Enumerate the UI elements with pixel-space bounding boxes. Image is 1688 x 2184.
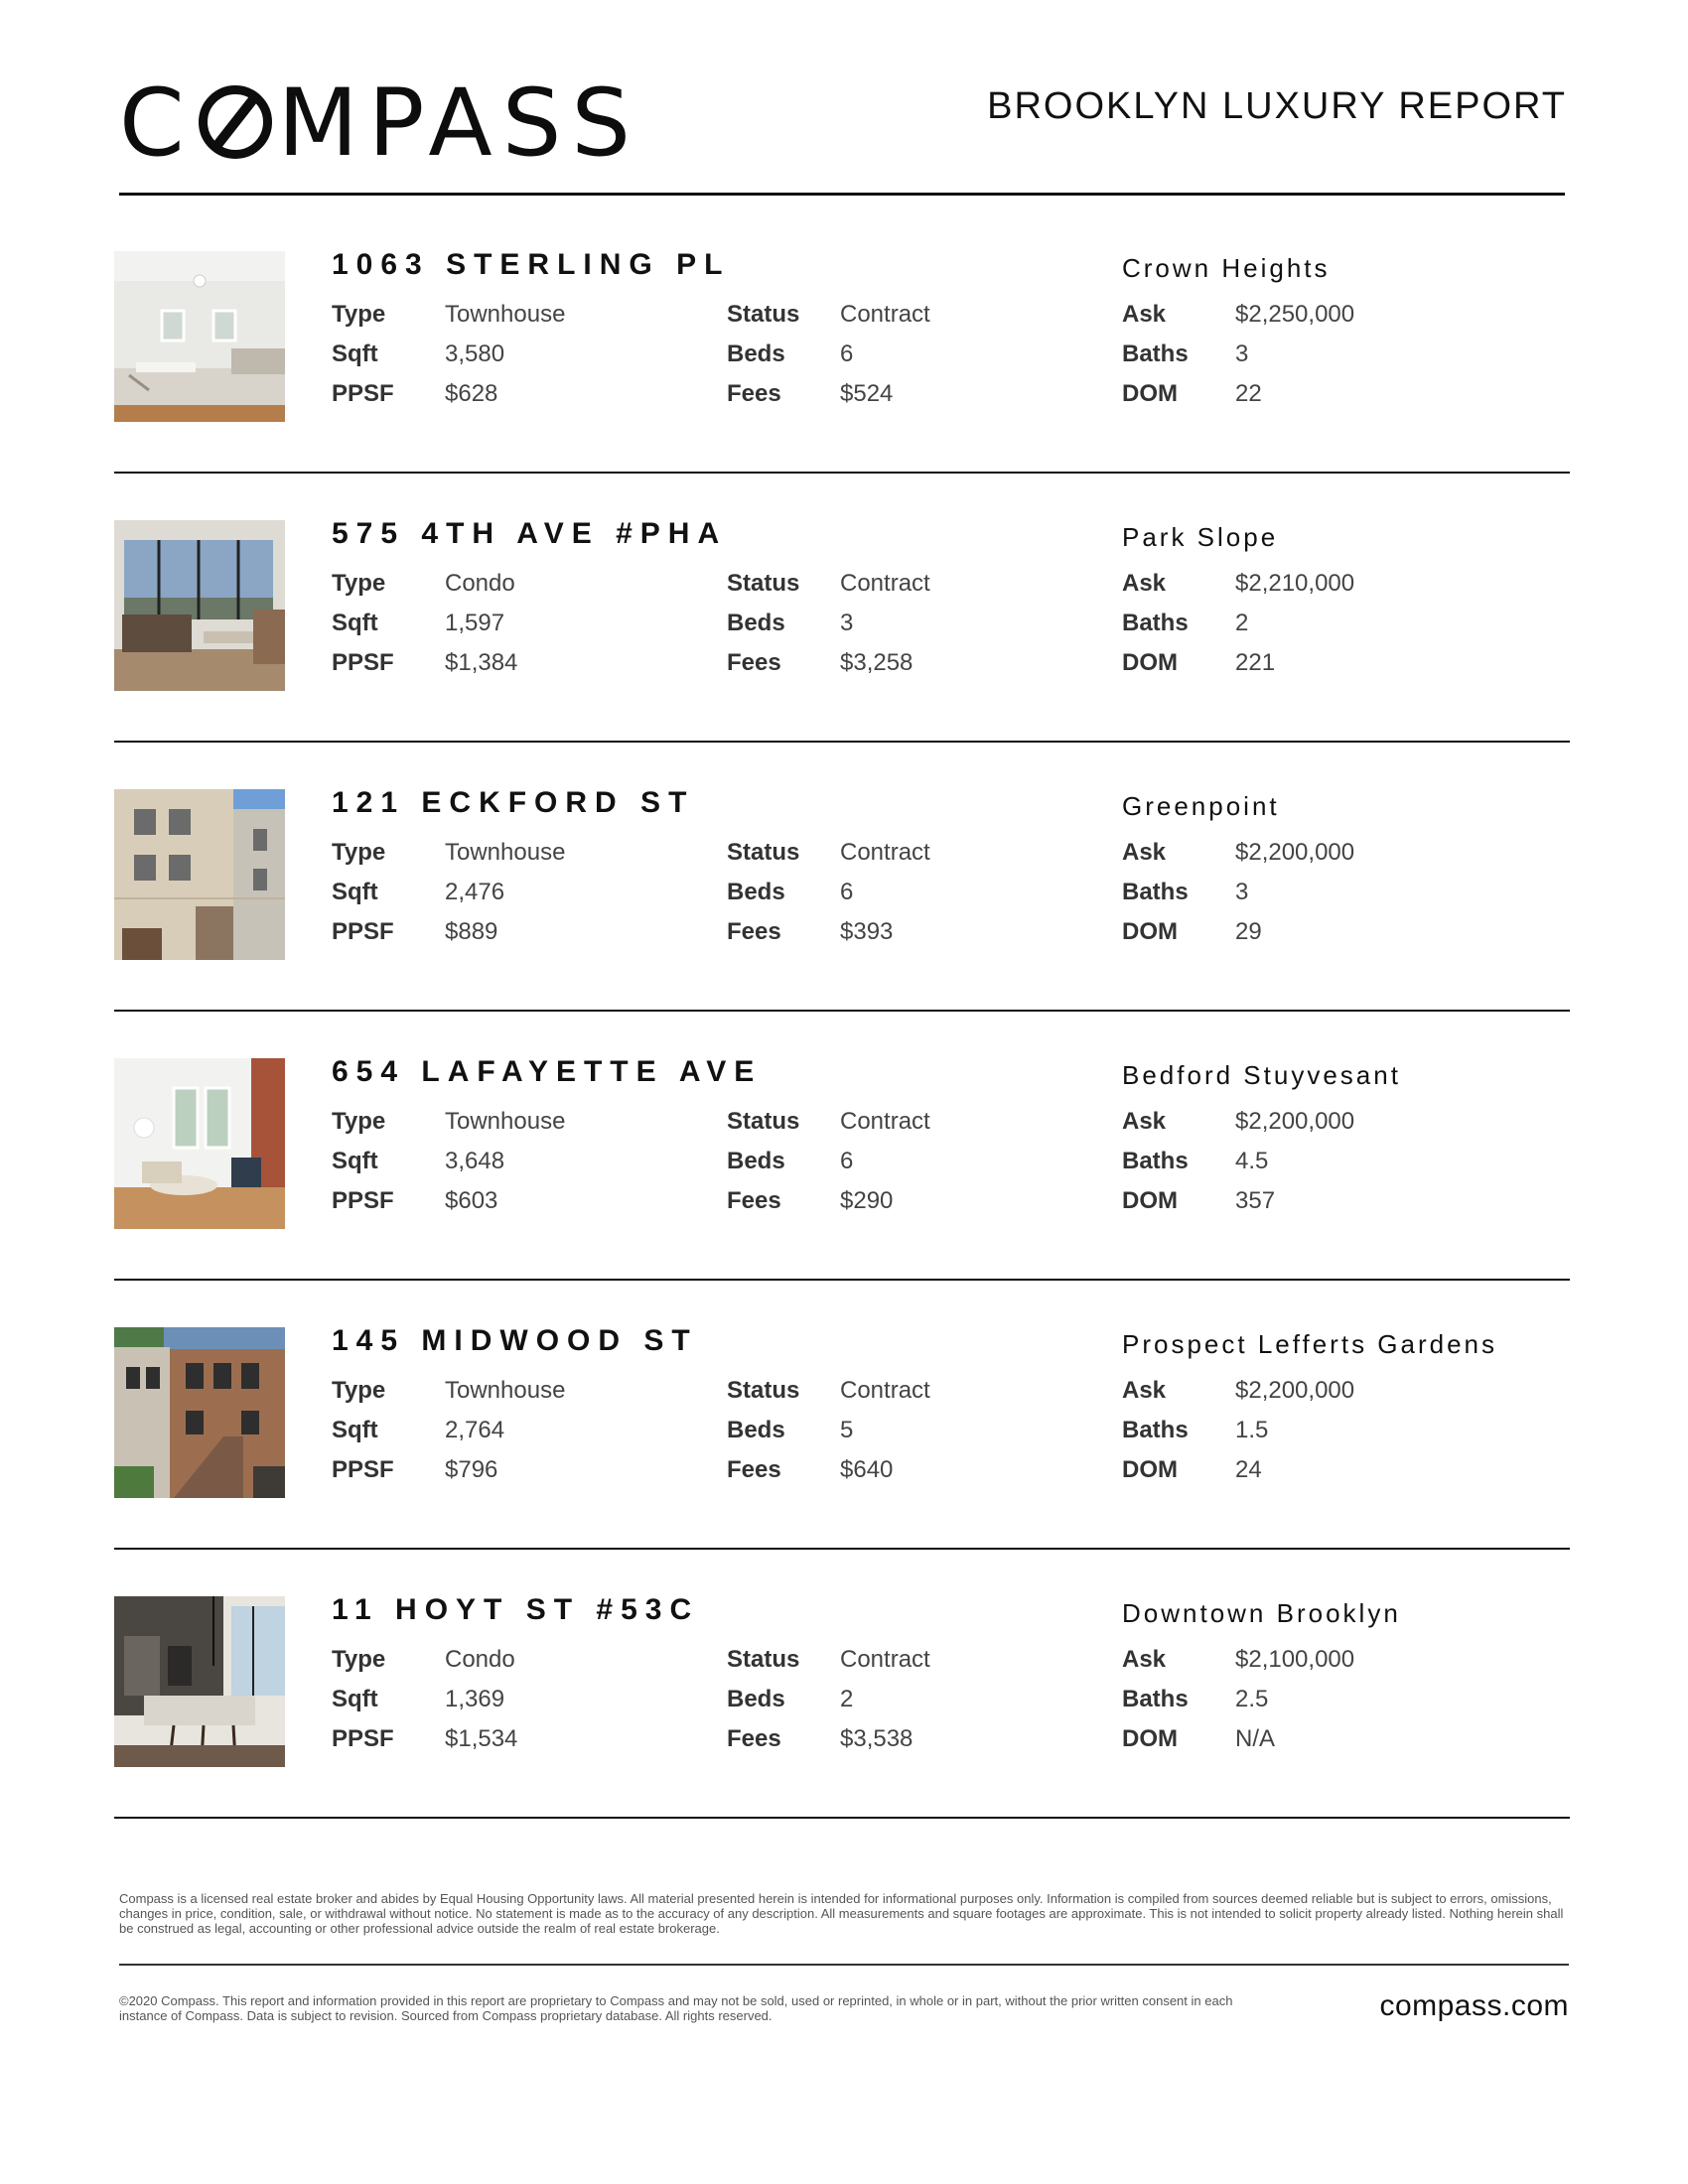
label-dom: DOM bbox=[1122, 1725, 1178, 1752]
listing-photo[interactable] bbox=[114, 520, 285, 691]
value-dom: 24 bbox=[1235, 1456, 1262, 1483]
listing-row[interactable] bbox=[114, 786, 1574, 1057]
label-status: Status bbox=[727, 839, 800, 866]
label-baths: Baths bbox=[1122, 341, 1189, 367]
label-sqft: Sqft bbox=[332, 1148, 378, 1174]
value-sqft: 3,580 bbox=[445, 341, 505, 367]
value-dom: 29 bbox=[1235, 918, 1262, 945]
value-fees: $393 bbox=[840, 918, 894, 945]
listing-row[interactable] bbox=[114, 248, 1574, 519]
label-type: Type bbox=[332, 301, 386, 328]
listing-row[interactable] bbox=[114, 517, 1574, 788]
value-beds: 6 bbox=[840, 879, 854, 905]
value-sqft: 2,764 bbox=[445, 1417, 505, 1443]
label-type: Type bbox=[332, 1377, 386, 1404]
value-ppsf: $796 bbox=[445, 1456, 498, 1483]
label-type: Type bbox=[332, 1646, 386, 1673]
value-status: Contract bbox=[840, 1377, 930, 1404]
value-beds: 6 bbox=[840, 341, 854, 367]
value-ask: $2,200,000 bbox=[1235, 1377, 1355, 1404]
label-fees: Fees bbox=[727, 1725, 781, 1752]
label-ppsf: PPSF bbox=[332, 1725, 394, 1752]
value-ask: $2,200,000 bbox=[1235, 839, 1355, 866]
listing-neighborhood: Prospect Lefferts Gardens bbox=[1122, 1329, 1498, 1359]
listing-photo[interactable] bbox=[114, 1596, 285, 1767]
label-dom: DOM bbox=[1122, 1456, 1178, 1483]
listing-neighborhood: Crown Heights bbox=[1122, 253, 1331, 283]
listing-row[interactable] bbox=[114, 1055, 1574, 1326]
label-ask: Ask bbox=[1122, 1377, 1167, 1404]
label-ask: Ask bbox=[1122, 570, 1167, 597]
label-baths: Baths bbox=[1122, 1148, 1189, 1174]
label-ppsf: PPSF bbox=[332, 1187, 394, 1214]
listing-divider bbox=[114, 472, 1570, 474]
value-baths: 3 bbox=[1235, 879, 1249, 905]
label-sqft: Sqft bbox=[332, 879, 378, 905]
listing-neighborhood: Greenpoint bbox=[1122, 791, 1280, 821]
report-title: BROOKLYN LUXURY REPORT bbox=[987, 85, 1567, 127]
value-sqft: 3,648 bbox=[445, 1148, 505, 1174]
label-fees: Fees bbox=[727, 1456, 781, 1483]
value-ppsf: $889 bbox=[445, 918, 498, 945]
value-type: Townhouse bbox=[445, 1377, 566, 1404]
value-sqft: 2,476 bbox=[445, 879, 505, 905]
copyright-text: ©2020 Compass. This report and information provided in this report are proprietary to Compass and may not be sold, used or reprinted, in whole or in part, without the prior written consent in each instance of Compass. Data is subject to revision. Sourced from Compass proprietary database. All rights reserved. bbox=[119, 1993, 1233, 2023]
value-beds: 6 bbox=[840, 1148, 854, 1174]
label-baths: Baths bbox=[1122, 1417, 1189, 1443]
label-type: Type bbox=[332, 839, 386, 866]
listing-row[interactable] bbox=[114, 1593, 1574, 1864]
label-beds: Beds bbox=[727, 341, 785, 367]
listing-divider bbox=[114, 1817, 1570, 1819]
website-link[interactable]: compass.com bbox=[1379, 1989, 1569, 2022]
label-fees: Fees bbox=[727, 1187, 781, 1214]
value-ask: $2,250,000 bbox=[1235, 301, 1355, 328]
label-status: Status bbox=[727, 301, 800, 328]
listing-address: 575 4TH AVE #PHA bbox=[332, 517, 728, 550]
label-ask: Ask bbox=[1122, 301, 1167, 328]
value-type: Townhouse bbox=[445, 301, 566, 328]
value-ppsf: $628 bbox=[445, 380, 498, 407]
label-ask: Ask bbox=[1122, 1108, 1167, 1135]
value-ppsf: $1,384 bbox=[445, 649, 518, 676]
listing-divider bbox=[114, 741, 1570, 743]
listing-address: 1063 STERLING PL bbox=[332, 248, 731, 281]
value-ppsf: $603 bbox=[445, 1187, 498, 1214]
label-beds: Beds bbox=[727, 1148, 785, 1174]
label-sqft: Sqft bbox=[332, 1686, 378, 1712]
label-fees: Fees bbox=[727, 918, 781, 945]
value-fees: $640 bbox=[840, 1456, 894, 1483]
label-beds: Beds bbox=[727, 1417, 785, 1443]
value-ask: $2,210,000 bbox=[1235, 570, 1355, 597]
value-baths: 4.5 bbox=[1235, 1148, 1269, 1174]
listing-neighborhood: Downtown Brooklyn bbox=[1122, 1598, 1401, 1628]
listing-row[interactable] bbox=[114, 1324, 1574, 1595]
value-baths: 1.5 bbox=[1235, 1417, 1269, 1443]
value-sqft: 1,597 bbox=[445, 610, 505, 636]
value-beds: 3 bbox=[840, 610, 854, 636]
label-status: Status bbox=[727, 1646, 800, 1673]
value-dom: N/A bbox=[1235, 1725, 1276, 1752]
label-ppsf: PPSF bbox=[332, 918, 394, 945]
value-type: Condo bbox=[445, 570, 515, 597]
label-sqft: Sqft bbox=[332, 1417, 378, 1443]
listing-address: 11 HOYT ST #53C bbox=[332, 1593, 700, 1626]
value-beds: 5 bbox=[840, 1417, 854, 1443]
compass-logo: C MPASS bbox=[119, 69, 641, 178]
label-fees: Fees bbox=[727, 380, 781, 407]
listing-photo[interactable] bbox=[114, 1058, 285, 1229]
listing-address: 145 MIDWOOD ST bbox=[332, 1324, 698, 1357]
value-ppsf: $1,534 bbox=[445, 1725, 518, 1752]
label-ask: Ask bbox=[1122, 839, 1167, 866]
label-baths: Baths bbox=[1122, 1686, 1189, 1712]
value-dom: 357 bbox=[1235, 1187, 1276, 1214]
label-beds: Beds bbox=[727, 610, 785, 636]
listing-divider bbox=[114, 1548, 1570, 1550]
listing-divider bbox=[114, 1010, 1570, 1012]
value-sqft: 1,369 bbox=[445, 1686, 505, 1712]
value-fees: $3,538 bbox=[840, 1725, 914, 1752]
label-fees: Fees bbox=[727, 649, 781, 676]
value-dom: 221 bbox=[1235, 649, 1276, 676]
value-fees: $524 bbox=[840, 380, 894, 407]
footer-divider bbox=[119, 1964, 1569, 1966]
value-beds: 2 bbox=[840, 1686, 854, 1712]
value-dom: 22 bbox=[1235, 380, 1262, 407]
value-ask: $2,100,000 bbox=[1235, 1646, 1355, 1673]
label-ppsf: PPSF bbox=[332, 649, 394, 676]
label-ppsf: PPSF bbox=[332, 380, 394, 407]
label-dom: DOM bbox=[1122, 380, 1178, 407]
listing-address: 121 ECKFORD ST bbox=[332, 786, 695, 819]
label-dom: DOM bbox=[1122, 649, 1178, 676]
value-status: Contract bbox=[840, 839, 930, 866]
value-status: Contract bbox=[840, 301, 930, 328]
value-fees: $3,258 bbox=[840, 649, 914, 676]
label-status: Status bbox=[727, 1108, 800, 1135]
label-status: Status bbox=[727, 570, 800, 597]
listing-neighborhood: Bedford Stuyvesant bbox=[1122, 1060, 1401, 1090]
value-fees: $290 bbox=[840, 1187, 894, 1214]
listing-photo[interactable] bbox=[114, 1327, 285, 1498]
listing-photo[interactable] bbox=[114, 789, 285, 960]
label-ask: Ask bbox=[1122, 1646, 1167, 1673]
value-type: Townhouse bbox=[445, 1108, 566, 1135]
label-status: Status bbox=[727, 1377, 800, 1404]
value-baths: 2.5 bbox=[1235, 1686, 1269, 1712]
value-baths: 3 bbox=[1235, 341, 1249, 367]
report-header bbox=[119, 69, 1569, 197]
header-divider bbox=[119, 193, 1565, 196]
label-beds: Beds bbox=[727, 1686, 785, 1712]
listing-divider bbox=[114, 1279, 1570, 1281]
value-baths: 2 bbox=[1235, 610, 1249, 636]
value-type: Condo bbox=[445, 1646, 515, 1673]
label-sqft: Sqft bbox=[332, 341, 378, 367]
value-status: Contract bbox=[840, 570, 930, 597]
listing-photo[interactable] bbox=[114, 251, 285, 422]
label-type: Type bbox=[332, 570, 386, 597]
label-ppsf: PPSF bbox=[332, 1456, 394, 1483]
listing-address: 654 LAFAYETTE AVE bbox=[332, 1055, 763, 1088]
disclaimer-text: Compass is a licensed real estate broker and abides by Equal Housing Opportunity laws. All material presented herein is intended for informational purposes only. Information is compiled from sources deemed reliable but is subject to errors, omissions, changes in price, condition, sale, or withdrawal without notice. No statement is made as to the accuracy of any description. All measurements and square footages are approximate. This is not intended to solicit property already listed. Nothing herein shall be construed as legal, accounting or other professional advice outside the realm of real estate brokerage. bbox=[119, 1891, 1564, 1936]
value-ask: $2,200,000 bbox=[1235, 1108, 1355, 1135]
compass-logo-o-icon bbox=[199, 85, 272, 159]
label-dom: DOM bbox=[1122, 1187, 1178, 1214]
value-type: Townhouse bbox=[445, 839, 566, 866]
listing-neighborhood: Park Slope bbox=[1122, 522, 1279, 552]
value-status: Contract bbox=[840, 1646, 930, 1673]
value-status: Contract bbox=[840, 1108, 930, 1135]
label-beds: Beds bbox=[727, 879, 785, 905]
label-type: Type bbox=[332, 1108, 386, 1135]
label-baths: Baths bbox=[1122, 610, 1189, 636]
label-dom: DOM bbox=[1122, 918, 1178, 945]
label-baths: Baths bbox=[1122, 879, 1189, 905]
label-sqft: Sqft bbox=[332, 610, 378, 636]
